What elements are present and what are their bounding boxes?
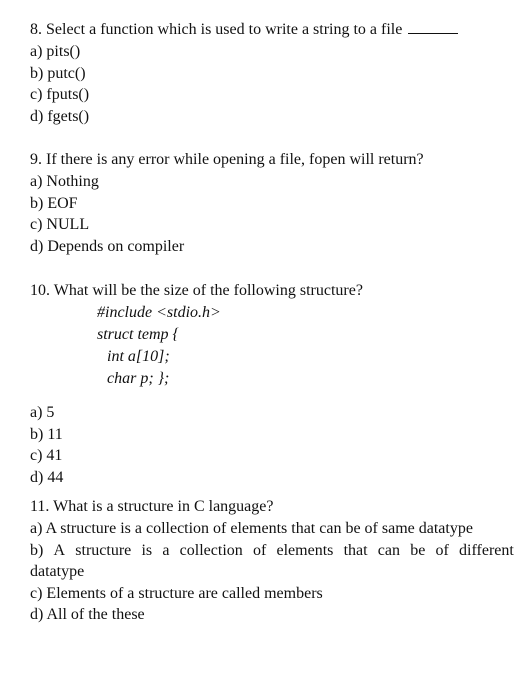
option-8c: c) fputs() [30, 86, 90, 103]
question-11-text: 11. What is a structure in C language? [30, 498, 274, 515]
question-11 [30, 496, 514, 626]
code-line-array: int a[10]; [107, 348, 170, 365]
option-11a: a) A structure is a collection of elements that can be of same datatype [30, 520, 473, 537]
option-11b-word: is [141, 541, 153, 559]
question-9-text: 9. If there is any error while opening a file, fopen will return? [30, 151, 424, 168]
option-10b: b) 11 [30, 425, 63, 443]
code-line-include: #include <stdio.h> [97, 304, 221, 321]
option-11b-word: can [377, 541, 400, 559]
code-line-struct: struct temp { [97, 326, 179, 343]
option-11c: c) Elements of a structure are called members [30, 584, 323, 602]
option-11b-continuation: datatype [30, 563, 85, 580]
option-11b-word: of [252, 541, 267, 559]
option-10c: c) 41 [30, 447, 63, 464]
option-8d: d) fgets() [30, 107, 90, 125]
option-11b-word: that [343, 541, 368, 559]
option-11b-word: be [410, 541, 426, 559]
option-11b-word: elements [276, 541, 334, 559]
option-11b-word: A [53, 541, 66, 559]
option-9c: c) NULL [30, 216, 90, 233]
code-line-char: char p; }; [107, 370, 170, 387]
option-9a: a) Nothing [30, 173, 99, 190]
question-10-text: 10. What will be the size of the following structure? [30, 282, 363, 299]
option-8a: a) pits() [30, 43, 81, 60]
question-10 [30, 280, 514, 488]
option-11b-word: a [162, 541, 170, 559]
option-9b: b) EOF [30, 194, 78, 212]
option-11b-word: structure [75, 541, 132, 559]
option-11d: d) All of the these [30, 606, 145, 623]
option-11b-word: different [459, 541, 514, 559]
option-11b-word: of [435, 541, 449, 559]
option-11b-word: collection [179, 541, 243, 559]
answer-blank [408, 19, 458, 34]
question-8 [30, 19, 514, 127]
option-9d: d) Depends on compiler [30, 237, 185, 255]
question-9 [30, 149, 514, 257]
option-8b: b) putc() [30, 64, 86, 82]
option-10d: d) 44 [30, 468, 64, 486]
option-10a: a) 5 [30, 404, 55, 421]
option-11b [30, 540, 514, 562]
question-8-text: 8. Select a function which is used to write a string to a file [30, 21, 403, 38]
option-11b-word: b) [30, 541, 44, 559]
